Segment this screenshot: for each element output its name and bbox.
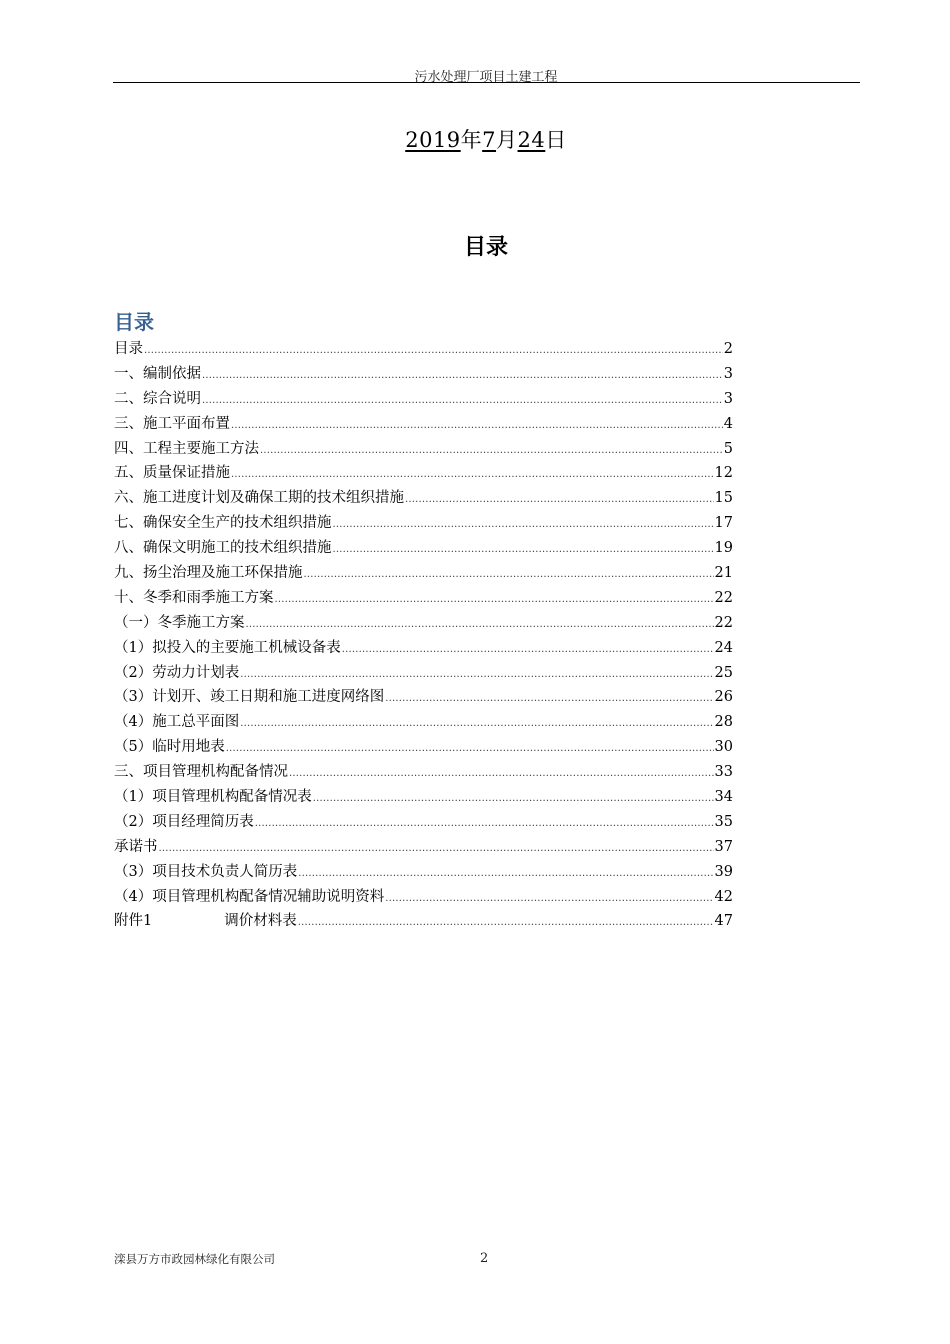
toc-leader-dots — [226, 737, 714, 762]
toc-entry[interactable] — [114, 810, 733, 835]
toc-entry-label: （3）项目技术负责人简历表 — [114, 863, 298, 880]
toc-entry[interactable] — [114, 909, 733, 934]
footer-company: 滦县万方市政园林绿化有限公司 — [114, 1252, 275, 1266]
date-year-suffix: 年 — [460, 128, 483, 152]
toc-entry[interactable] — [114, 412, 733, 437]
toc-leader-dots — [159, 837, 714, 862]
toc-entry-page: 30 — [714, 739, 733, 756]
toc-entry[interactable] — [114, 461, 733, 486]
toc-entry-page: 5 — [723, 440, 733, 457]
toc-entry-label: 六、施工进度计划及确保工期的技术组织措施 — [114, 490, 404, 507]
toc-leader-dots — [304, 563, 714, 588]
toc-leader-dots — [333, 538, 714, 563]
toc-leader-dots — [231, 414, 723, 439]
toc-entry-label-part2: 调价材料表 — [224, 913, 297, 930]
toc-entry-label: 目录 — [114, 341, 143, 357]
toc-entry-page: 3 — [723, 365, 733, 382]
toc-entry-page: 4 — [723, 415, 733, 432]
toc-entry-label: （4）项目管理机构配备情况辅助说明资料 — [114, 888, 385, 905]
toc-entry-label: 七、确保安全生产的技术组织措施 — [114, 515, 332, 532]
toc-leader-dots — [298, 911, 714, 936]
toc-entry-page: 25 — [714, 664, 733, 681]
toc-entry-label: （一）冬季施工方案 — [114, 614, 245, 631]
toc-leader-dots — [240, 663, 713, 688]
toc-entry-page: 21 — [714, 565, 733, 582]
toc-entry-page: 26 — [714, 689, 733, 706]
running-header: 污水处理厂项目土建工程 — [414, 70, 558, 85]
toc-leader-dots — [385, 687, 713, 712]
toc-entry[interactable] — [114, 735, 733, 760]
toc-entry-page: 33 — [714, 764, 733, 781]
toc-entry[interactable] — [114, 785, 733, 810]
toc-entry[interactable] — [114, 536, 733, 561]
toc-entry-label: （1）拟投入的主要施工机械设备表 — [114, 639, 341, 656]
toc-entry-page: 12 — [714, 465, 733, 482]
toc-leader-dots — [240, 712, 713, 737]
toc-entry[interactable] — [114, 760, 733, 785]
toc-entry[interactable] — [114, 661, 733, 686]
toc-entry-label: （2）项目经理简历表 — [114, 813, 254, 830]
toc-entry-label: 三、施工平面布置 — [114, 415, 230, 432]
date-year: 2019 — [405, 128, 461, 152]
toc-entry-label: 八、确保文明施工的技术组织措施 — [114, 540, 332, 557]
toc-entry-page: 22 — [714, 614, 733, 631]
toc-entry-label: 三、项目管理机构配备情况 — [114, 764, 288, 781]
toc-entry-page: 47 — [714, 913, 733, 930]
toc-entry[interactable] — [114, 337, 733, 362]
toc-entry-page: 35 — [714, 813, 733, 830]
toc-heading: 目录 — [114, 310, 154, 334]
toc-leader-dots — [144, 339, 723, 364]
toc-leader-dots — [333, 513, 714, 538]
toc-entry-page: 17 — [714, 515, 733, 532]
toc-leader-dots — [231, 463, 714, 488]
date-month: 7 — [482, 128, 497, 152]
toc-entry[interactable] — [114, 611, 733, 636]
toc-entry-page: 28 — [714, 714, 733, 731]
toc-entry-label: （3）计划开、竣工日期和施工进度网络图 — [114, 689, 385, 706]
toc-entry-label — [114, 909, 297, 934]
toc-entry-page: 15 — [714, 490, 733, 507]
toc-entry[interactable] — [114, 362, 733, 387]
toc-entry[interactable] — [114, 561, 733, 586]
toc-entry-label: 十、冬季和雨季施工方案 — [114, 589, 274, 606]
toc-entry[interactable] — [114, 885, 733, 910]
date-day-suffix: 日 — [545, 128, 567, 152]
toc-entry-label: （4）施工总平面图 — [114, 714, 240, 731]
toc-entry-page: 37 — [714, 838, 733, 855]
toc-entry[interactable] — [114, 636, 733, 661]
toc-leader-dots — [275, 588, 714, 613]
toc-entry[interactable] — [114, 586, 733, 611]
toc-entry[interactable] — [114, 437, 733, 462]
toc-entry-page: 39 — [714, 863, 733, 880]
toc-entry[interactable] — [114, 860, 733, 885]
toc-leader-dots — [298, 862, 713, 887]
toc-entry-page: 19 — [714, 540, 733, 557]
toc-entry-label: 九、扬尘治理及施工环保措施 — [114, 565, 303, 582]
toc-entry-label: 五、质量保证措施 — [114, 465, 230, 482]
toc-entry-label: （5）临时用地表 — [114, 739, 225, 756]
date-month-suffix: 月 — [496, 128, 518, 152]
toc-leader-dots — [260, 439, 723, 464]
toc-entry-page: 2 — [723, 341, 733, 357]
toc-entry-label: （1）项目管理机构配备情况表 — [114, 789, 312, 806]
toc-entry[interactable] — [114, 835, 733, 860]
table-of-contents — [114, 337, 733, 934]
toc-entry[interactable] — [114, 685, 733, 710]
toc-entry-page: 42 — [714, 888, 733, 905]
toc-entry[interactable] — [114, 511, 733, 536]
toc-entry-page: 24 — [714, 639, 733, 656]
toc-entry-label: 一、编制依据 — [114, 365, 201, 382]
document-date — [0, 124, 950, 154]
toc-entry-label: 二、综合说明 — [114, 390, 201, 407]
toc-entry[interactable] — [114, 710, 733, 735]
toc-entry-label: 承诺书 — [114, 838, 158, 855]
toc-leader-dots — [289, 762, 714, 787]
toc-leader-dots — [202, 364, 723, 389]
toc-entry-label-part1: 附件1 — [114, 913, 153, 930]
toc-leader-dots — [405, 488, 714, 513]
toc-leader-dots — [313, 787, 714, 812]
toc-leader-dots — [255, 812, 714, 837]
toc-entry-page: 22 — [714, 589, 733, 606]
toc-entry-label: （2）劳动力计划表 — [114, 664, 240, 681]
toc-entry[interactable] — [114, 486, 733, 511]
toc-entry[interactable] — [114, 387, 733, 412]
toc-leader-dots — [342, 638, 714, 663]
toc-title: 目录 — [463, 235, 508, 260]
toc-entry-label: 四、工程主要施工方法 — [114, 440, 259, 457]
header-rule — [113, 82, 860, 83]
footer-page-number: 2 — [480, 1251, 489, 1266]
toc-leader-dots — [202, 389, 723, 414]
toc-entry-page: 34 — [714, 789, 733, 806]
toc-entry-page: 3 — [723, 390, 733, 407]
toc-leader-dots — [246, 613, 714, 638]
toc-leader-dots — [385, 887, 713, 912]
date-day: 24 — [517, 128, 546, 152]
